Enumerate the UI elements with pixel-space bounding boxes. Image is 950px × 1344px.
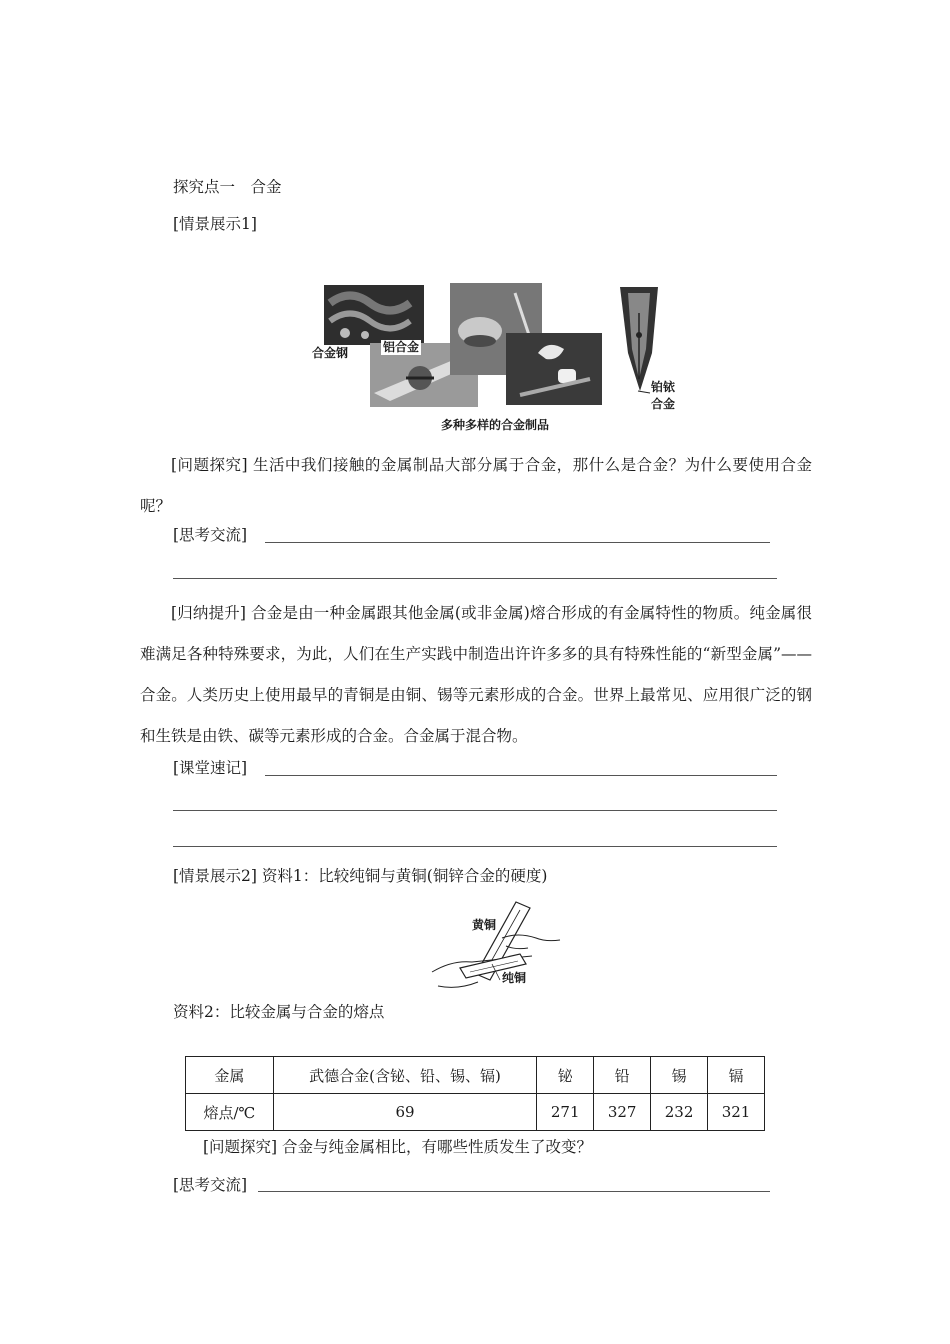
summary-tag: [归纳提升]	[171, 604, 246, 622]
material2-text: 资料2：比较金属与合金的熔点	[173, 1003, 385, 1021]
label-pure-copper: 纯铜	[502, 971, 527, 985]
alloy-products-illustration	[310, 283, 690, 433]
figure1-caption: 多种多样的合金制品	[441, 418, 550, 432]
scene2-label: [情景展示2]	[173, 867, 257, 885]
table-header-row	[186, 1057, 765, 1094]
table-cell: 武德合金(含铋、铅、锡、镉)	[273, 1057, 536, 1094]
think1-answer-line-1[interactable]	[265, 542, 770, 543]
question1-text: 生活中我们接触的金属制品大部分属于合金，那什么是合金？为什么要使用合金呢？	[140, 456, 812, 515]
label-alloy: 合金	[651, 397, 676, 411]
table-cell: 271	[537, 1094, 594, 1131]
scene1-label: [情景展示1]	[173, 215, 257, 233]
question2-text: 合金与纯金属相比，有哪些性质发生了改变？	[282, 1138, 593, 1156]
question2-tag: [问题探究]	[203, 1138, 278, 1156]
think2-label: [思考交流]	[173, 1176, 248, 1194]
section-title: 探究点一 合金	[173, 178, 282, 196]
summary-text: 合金是由一种金属跟其他金属(或非金属)熔合形成的有金属特性的物质。纯金属很难满足各种特殊要求，为此，人们在生产实践中制造出许许多多的具有特殊性能的“新型金属”——合金。人类历史上使用最早的青铜是由铜、锡等元素形成的合金。世界上最常见、应用很广泛的钢和生铁是由铁、碳等元素形成的合金。合金属于混合物。	[140, 604, 812, 745]
think1-label: [思考交流]	[173, 526, 248, 544]
table-cell: 金属	[186, 1057, 274, 1094]
summary-paragraph	[140, 593, 812, 757]
label-brass: 黄铜	[472, 918, 497, 932]
table-row	[186, 1094, 765, 1131]
notes-line-1[interactable]	[265, 775, 777, 776]
table-cell: 铋	[537, 1057, 594, 1094]
table-cell: 232	[651, 1094, 708, 1131]
table-cell: 锡	[651, 1057, 708, 1094]
label-aluminium-alloy: 铝合金	[383, 340, 420, 354]
question1-paragraph	[140, 445, 812, 527]
scene2-text: 资料1：比较纯铜与黄铜(铜锌合金的硬度)	[261, 867, 548, 885]
table-cell: 69	[273, 1094, 536, 1131]
table-cell: 321	[708, 1094, 765, 1131]
table-cell: 镉	[708, 1057, 765, 1094]
table-cell: 熔点/℃	[186, 1094, 274, 1131]
table-cell: 铅	[594, 1057, 651, 1094]
question1-tag: [问题探究]	[171, 456, 248, 474]
hardness-figure	[430, 898, 570, 994]
notes-line-3[interactable]	[173, 846, 777, 847]
table-cell: 327	[594, 1094, 651, 1131]
melting-point-table	[185, 1056, 765, 1131]
think1-answer-line-2[interactable]	[173, 578, 777, 579]
think2-answer-line[interactable]	[258, 1191, 770, 1192]
question2-line	[203, 1137, 592, 1157]
label-platinum-iridium: 铂铱	[651, 380, 676, 394]
alloy-products-figure	[310, 283, 690, 433]
scene2-line	[173, 866, 547, 886]
notes-line-2[interactable]	[173, 810, 777, 811]
label-alloy-steel: 合金钢	[312, 346, 349, 360]
notes-label: [课堂速记]	[173, 759, 248, 777]
